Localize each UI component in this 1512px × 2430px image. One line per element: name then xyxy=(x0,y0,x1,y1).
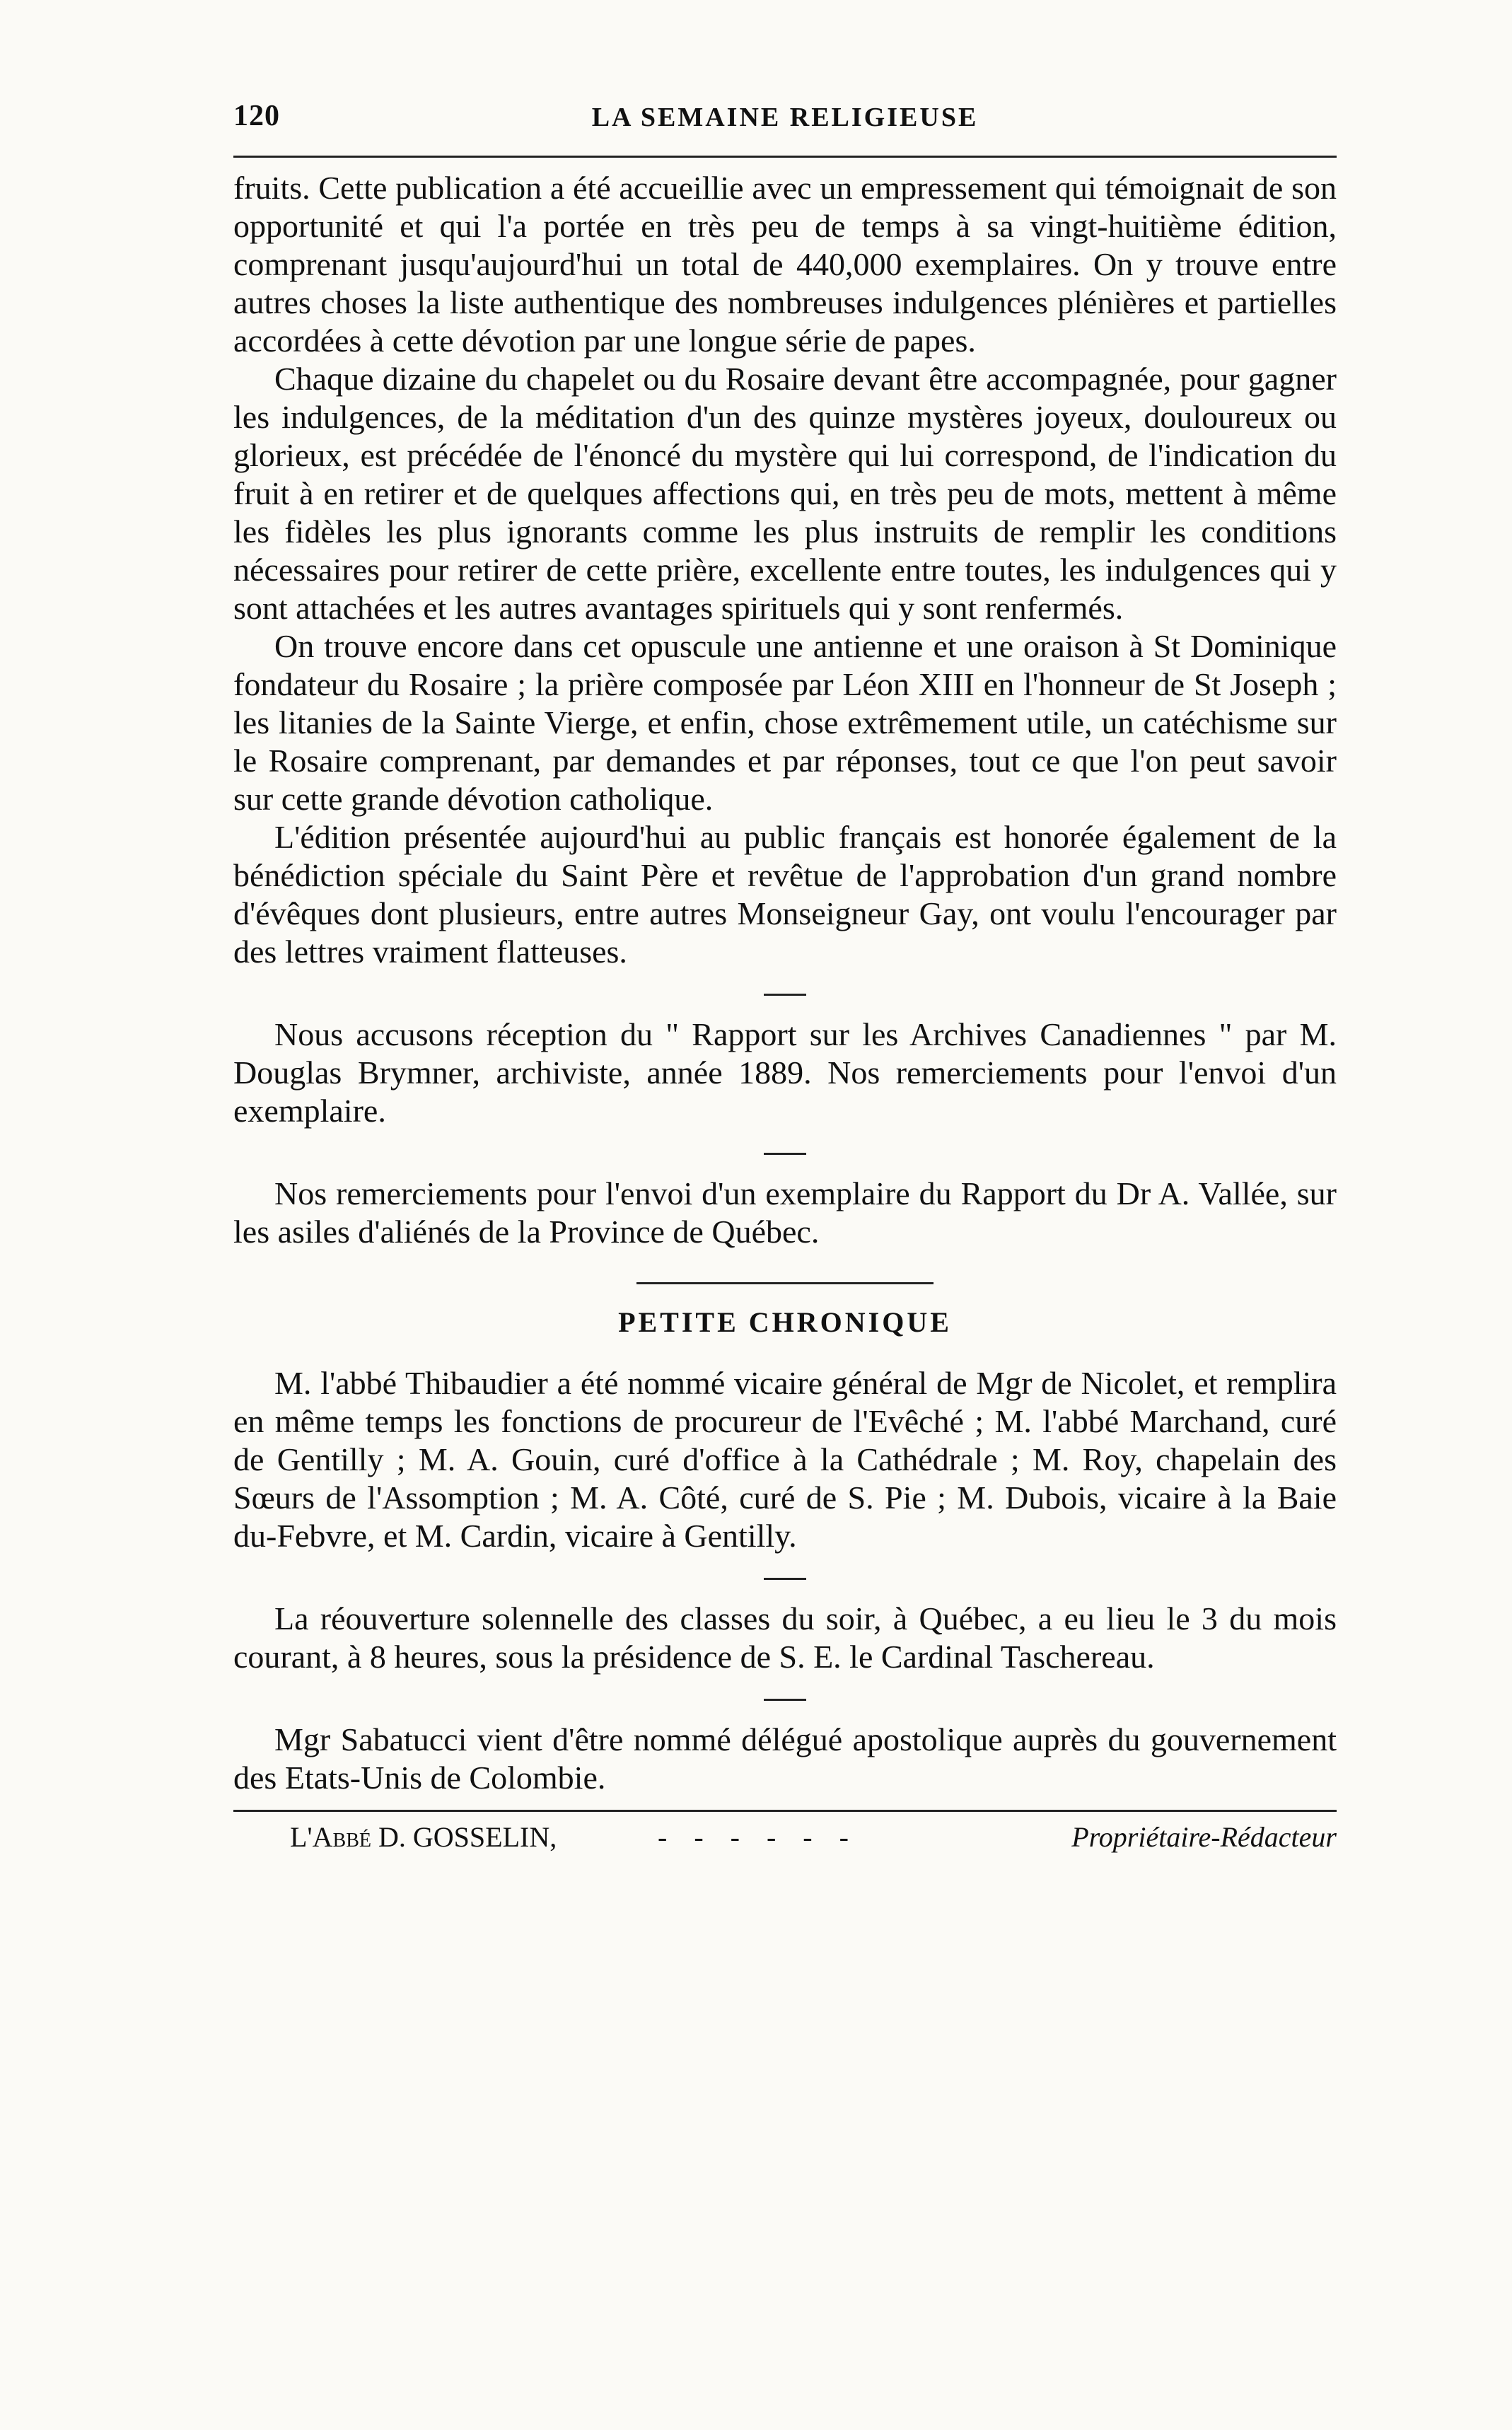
footer-role: Propriétaire-Rédacteur xyxy=(1071,1821,1337,1853)
article-paragraph: Chaque dizaine du chapelet ou du Rosaire devant être accompagnée, pour gagner les indulgences, de la méditation d'un des quinze mystères joyeux, douloureux ou glorieux, est précédée de l'énoncé du mystère qui lui correspond, de l'indication du fruit à en retirer et de quelques affections qui, en très peu de mots, mettent à même les fidèles les plus ignorants comme les plus instruits de remplir les conditions nécessaires pour retirer de cette prière, excellente entre toutes, les indulgences qui y sont attachées et les autres avantages spirituels qui y sont renfermés. xyxy=(233,361,1337,626)
article-paragraph: L'édition présentée aujourd'hui au public français est honorée également de la bénédiction spéciale du Saint Père et revêtue de l'approbation d'un grand nombre d'évêques dont plusieurs, entre autres Monseigneur Gay, ont voulu l'encourager par des lettres vraiment flatteuses. xyxy=(233,819,1337,970)
newspaper-page xyxy=(233,99,1337,1863)
separator xyxy=(764,1153,806,1155)
footer-dashes: - - - - - - xyxy=(658,1821,859,1853)
notice-paragraph: Nos remerciements pour l'envoi d'un exemplaire du Rapport du Dr A. Vallée, sur les asiles d'aliénés de la Province de Québec. xyxy=(233,1175,1337,1250)
article-paragraph: fruits. Cette publication a été accueillie avec un empressement qui témoignait de son opportunité et qui l'a portée en très peu de temps à sa vingt-huitième édition, comprenant jusqu'aujourd'hui un total de 440,000 exemplaires. On y trouve entre autres choses la liste authentique des nombreuses indulgences plénières et partielles accordées à cette dévotion par une longue série de papes. xyxy=(233,170,1337,359)
notice-paragraph: Nous accusons réception du " Rapport sur les Archives Canadiennes " par M. Douglas Brymner, archiviste, année 1889. Nos remerciements pour l'envoi d'un exemplaire. xyxy=(233,1016,1337,1129)
page-footer xyxy=(233,1820,1337,1863)
section-title: PETITE CHRONIQUE xyxy=(618,1306,952,1338)
chronique-paragraph: M. l'abbé Thibaudier a été nommé vicaire général de Mgr de Nicolet, et remplira en même temps les fonctions de procureur de l'Evêché ; M. l'abbé Marchand, curé de Gentilly ; M. A. Gouin, curé d'office à la Cathédrale ; M. Roy, chapelain des Sœurs de l'Assomption ; M. A. Côté, curé de S. Pie ; M. Dubois, vicaire à la Baie du-Febvre, et M. Cardin, vicaire à Gentilly. xyxy=(233,1365,1337,1554)
chronique-paragraph: La réouverture solennelle des classes du soir, à Québec, a eu lieu le 3 du mois courant, à 8 heures, sous la présidence de S. E. le Cardinal Taschereau. xyxy=(233,1600,1337,1675)
chronique-paragraph: Mgr Sabatucci vient d'être nommé délégué apostolique auprès du gouvernement des Etats-Unis de Colombie. xyxy=(233,1721,1337,1796)
separator xyxy=(764,1699,806,1701)
footer-rule xyxy=(233,1810,1337,1812)
section-rule xyxy=(636,1282,934,1284)
page-number: 120 xyxy=(233,100,280,132)
footer-author: L'Abbé D. GOSSELIN, xyxy=(290,1821,557,1853)
page-header xyxy=(233,99,1337,149)
header-rule xyxy=(233,156,1337,158)
running-title: LA SEMAINE RELIGIEUSE xyxy=(591,103,979,132)
separator xyxy=(764,1578,806,1580)
article-paragraph: On trouve encore dans cet opuscule une antienne et une oraison à St Dominique fondateur du Rosaire ; la prière composée par Léon XIII en l'honneur de St Joseph ; les litanies de la Sainte Vierge, et enfin, chose extrêmement utile, un catéchisme sur le Rosaire comprenant, par demandes et par réponses, tout ce que l'on peut savoir sur cette grande dévotion catholique. xyxy=(233,628,1337,817)
separator xyxy=(764,994,806,996)
